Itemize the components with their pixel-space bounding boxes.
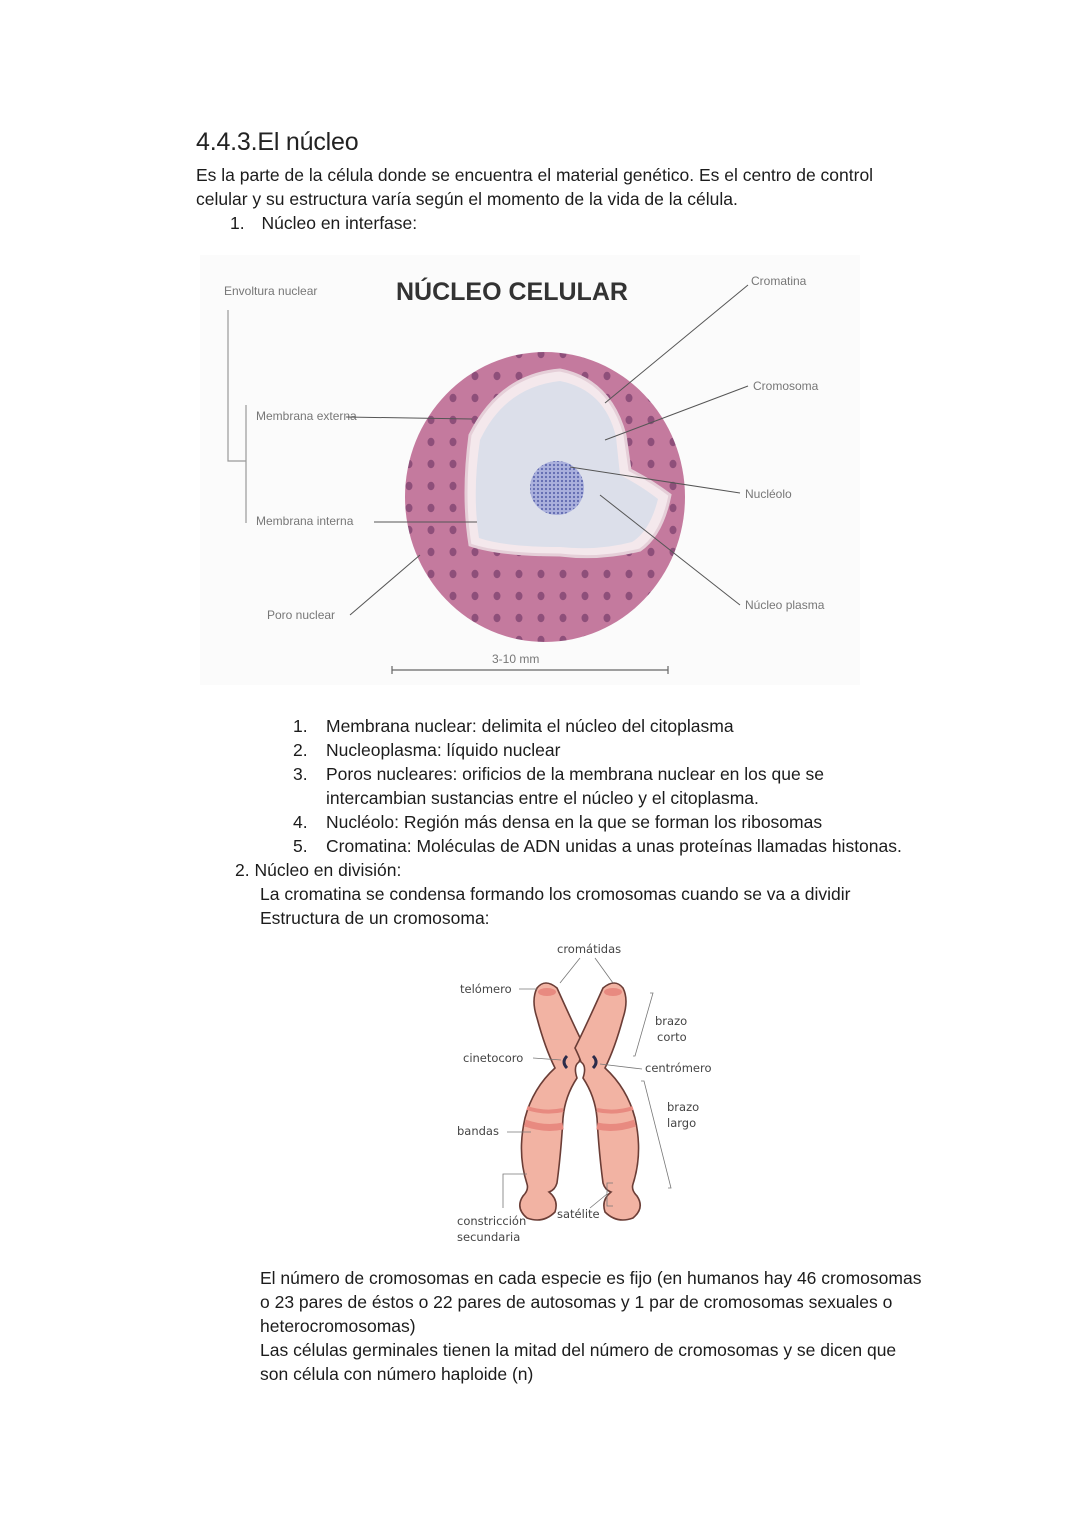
chromatid-right	[575, 983, 640, 1220]
chromatid-left	[520, 983, 585, 1220]
label-nucleolo: Nucléolo	[745, 487, 792, 501]
diagram-title: NÚCLEO CELULAR	[396, 278, 628, 306]
label-brazo-corto-2: corto	[657, 1030, 687, 1044]
label-cinetocoro: cinetocoro	[463, 1051, 524, 1065]
list-text: Poros nucleares: orificios de la membrana nuclear en los que se	[326, 764, 825, 784]
section-2-line: Estructura de un cromosoma:	[260, 908, 490, 928]
list-item	[293, 834, 902, 858]
intro-paragraph	[196, 163, 956, 211]
list-text: Nucleoplasma: líquido nuclear	[326, 740, 561, 760]
list-text: Nucléolo: Región más densa en la que se forman los ribosomas	[326, 812, 823, 832]
nucleolus-shape	[530, 461, 584, 515]
label-constriccion-2: secundaria	[457, 1230, 521, 1244]
closing-line: son célula con número haploide (n)	[260, 1364, 534, 1384]
scale-label: 3-10 mm	[492, 652, 540, 666]
label-centromero: centrómero	[645, 1061, 712, 1075]
closing-line: El número de cromosomas en cada especie es fijo (en humanos hay 46 cromosomas	[260, 1268, 922, 1288]
label-cromosoma: Cromosoma	[753, 379, 819, 393]
label-brazo-largo-1: brazo	[667, 1100, 700, 1114]
label-envoltura: Envoltura nuclear	[224, 284, 318, 298]
intro-line: Es la parte de la célula donde se encuentra el material genético. Es el centro de control	[196, 165, 874, 185]
list-number: 4.	[293, 812, 308, 832]
list-text: Membrana nuclear: delimita el núcleo del citoplasma	[326, 716, 734, 736]
section-heading: 4.4.3.El núcleo	[196, 128, 359, 156]
label-cromatidas: cromátidas	[557, 942, 622, 956]
intro-line: celular y su estructura varía según el momento de la vida de la célula.	[196, 189, 738, 209]
list-number: 2.	[293, 740, 308, 760]
label-telomero: telómero	[460, 982, 512, 996]
label-nucleoplasma: Núcleo plasma	[745, 598, 825, 612]
label-constriccion-1: constricción	[457, 1214, 527, 1228]
list-item	[293, 810, 823, 834]
closing-line: Las células germinales tienen la mitad del número de cromosomas y se dicen que	[260, 1340, 897, 1360]
label-membrana-externa: Membrana externa	[256, 409, 357, 423]
label-membrana-interna: Membrana interna	[256, 514, 354, 528]
chromosome-diagram-graphic	[445, 938, 735, 1253]
closing-line: heterocromosomas)	[260, 1316, 416, 1336]
nucleus-diagram-graphic	[200, 255, 860, 685]
list-text: Núcleo en interfase:	[261, 213, 418, 233]
list-text: Cromatina: Moléculas de ADN unidas a unas proteínas llamadas histonas.	[326, 836, 902, 856]
label-cromatina: Cromatina	[751, 274, 807, 288]
label-poro-nuclear: Poro nuclear	[267, 608, 336, 622]
nucleus-diagram	[200, 255, 860, 685]
list-number: 5.	[293, 836, 308, 856]
list-item	[293, 762, 825, 786]
list-item	[293, 714, 734, 738]
section-2-line: La cromatina se condensa formando los cromosomas cuando se va a dividir	[260, 884, 851, 904]
label-brazo-largo-2: largo	[667, 1116, 697, 1130]
label-bandas: bandas	[457, 1124, 499, 1138]
section-2-label: 2. Núcleo en división:	[235, 860, 402, 880]
list-number: 1.	[293, 716, 308, 736]
list-item	[293, 738, 561, 762]
list-item-continuation: intercambian sustancias entre el núcleo y el citoplasma.	[326, 788, 759, 808]
list-number: 3.	[293, 764, 308, 784]
list-number: 1.	[230, 213, 245, 233]
label-brazo-corto-1: brazo	[655, 1014, 688, 1028]
closing-line: o 23 pares de éstos o 22 pares de autosomas y 1 par de cromosomas sexuales o	[260, 1292, 893, 1312]
section-1-label	[230, 211, 417, 235]
chromosome-diagram	[445, 938, 735, 1253]
label-satelite: satélite	[557, 1207, 600, 1221]
